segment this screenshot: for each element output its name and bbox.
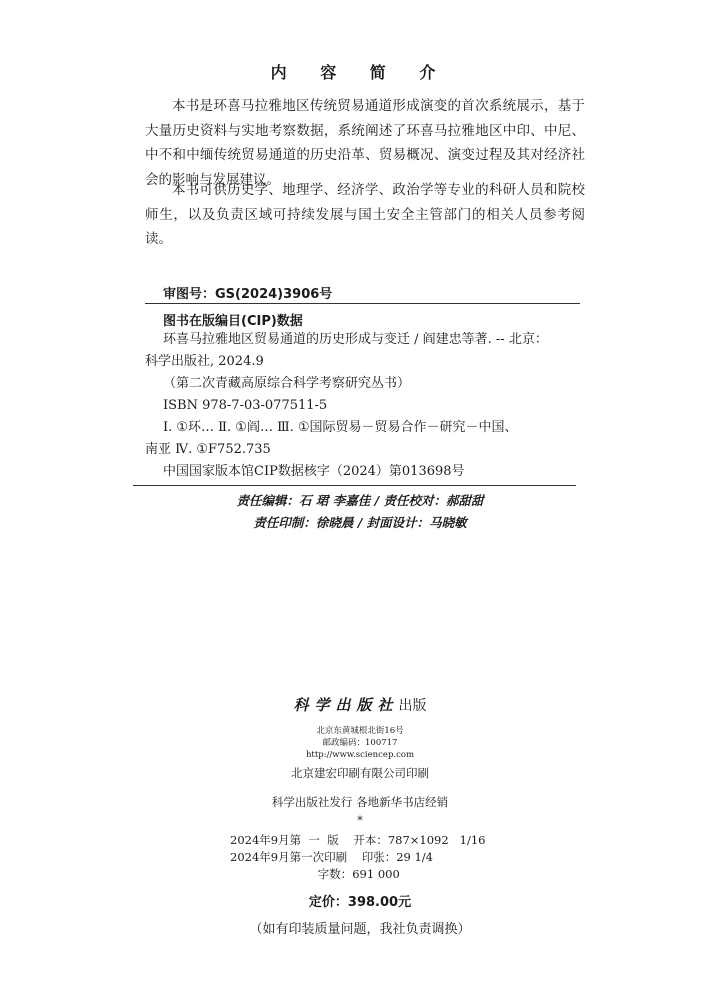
publisher-line xyxy=(0,694,720,715)
divider-bottom xyxy=(133,485,576,486)
intro-paragraph-1: 本书是环喜马拉雅地区传统贸易通道形成演变的首次系统展示，基于大量历史资料与实地考察数据，系统阐述了环喜马拉雅地区中印、中尼、中不和中缅传统贸易通道的历史沿革、贸易概况、演变过程及其对经济社会的影响与发展建议。 xyxy=(145,98,585,188)
cip-record-number: 中国国家版本馆CIP数据核字（2024）第013698号 xyxy=(163,464,465,479)
cip-publisher-line: 科学出版社, 2024.9 xyxy=(145,354,264,369)
edition-row: 2024年9月第 一 版 开本：787×1092 1/16 xyxy=(230,833,486,847)
quality-notice: （如有印装质量问题，我社负责调换） xyxy=(249,922,471,937)
cip-title-line: 环喜马拉雅地区贸易通道的历史形成与变迁 / 阎建忠等著. -- 北京： xyxy=(163,332,548,347)
intro-paragraph-2: 本书可供历史学、地理学、经济学、政治学等专业的科研人员和院校师生，以及负责区域可持续发展与国土安全主管部门的相关人员参考阅读。 xyxy=(145,182,585,247)
cip-block xyxy=(145,329,585,483)
cip-classification-cont: 南亚 Ⅳ. ①F752.735 xyxy=(145,442,271,457)
publisher-logo: 科学出版社 xyxy=(293,696,399,714)
divider-top xyxy=(145,303,580,304)
printer-name: 北京建宏印刷有限公司印刷 xyxy=(291,766,429,780)
publisher-address: 北京东黄城根北街16号 xyxy=(316,726,404,736)
map-approval-number: 审图号：GS(2024)3906号 xyxy=(163,287,333,302)
publisher-suffix: 出版 xyxy=(398,698,427,714)
edition-specs xyxy=(230,832,530,883)
separator-star: * xyxy=(357,814,363,827)
cip-classification: Ⅰ. ①环… Ⅱ. ①阎… Ⅲ. ①国际贸易－贸易合作－研究－中国、 xyxy=(163,420,518,435)
cip-isbn: ISBN 978-7-03-077511-5 xyxy=(163,398,328,413)
editor-credits xyxy=(0,490,720,534)
publisher-postcode: 邮政编码：100717 xyxy=(322,738,398,748)
editor-credits-line-2: 责任印制：徐晓晨 / 封面设计：马晓敏 xyxy=(253,515,467,530)
distribution-line: 科学出版社发行 各地新华书店经销 xyxy=(271,795,449,809)
printing-row: 2024年9月第一次印刷 印张：29 1/4 xyxy=(230,850,434,864)
price: 定价：398.00元 xyxy=(308,895,412,910)
page-title: 内 容 简 介 xyxy=(270,63,450,82)
publisher-address-block xyxy=(0,725,720,761)
cip-series-line: （第二次青藏高原综合科学考察研究丛书） xyxy=(163,376,411,391)
publisher-url: http://www.sciencep.com xyxy=(305,750,415,760)
word-count-row: 字数：691 000 xyxy=(230,867,400,881)
editor-credits-line-1: 责任编辑：石 珺 李嘉佳 / 责任校对：郝甜甜 xyxy=(236,493,484,508)
cip-heading: 图书在版编目(CIP)数据 xyxy=(163,314,303,329)
